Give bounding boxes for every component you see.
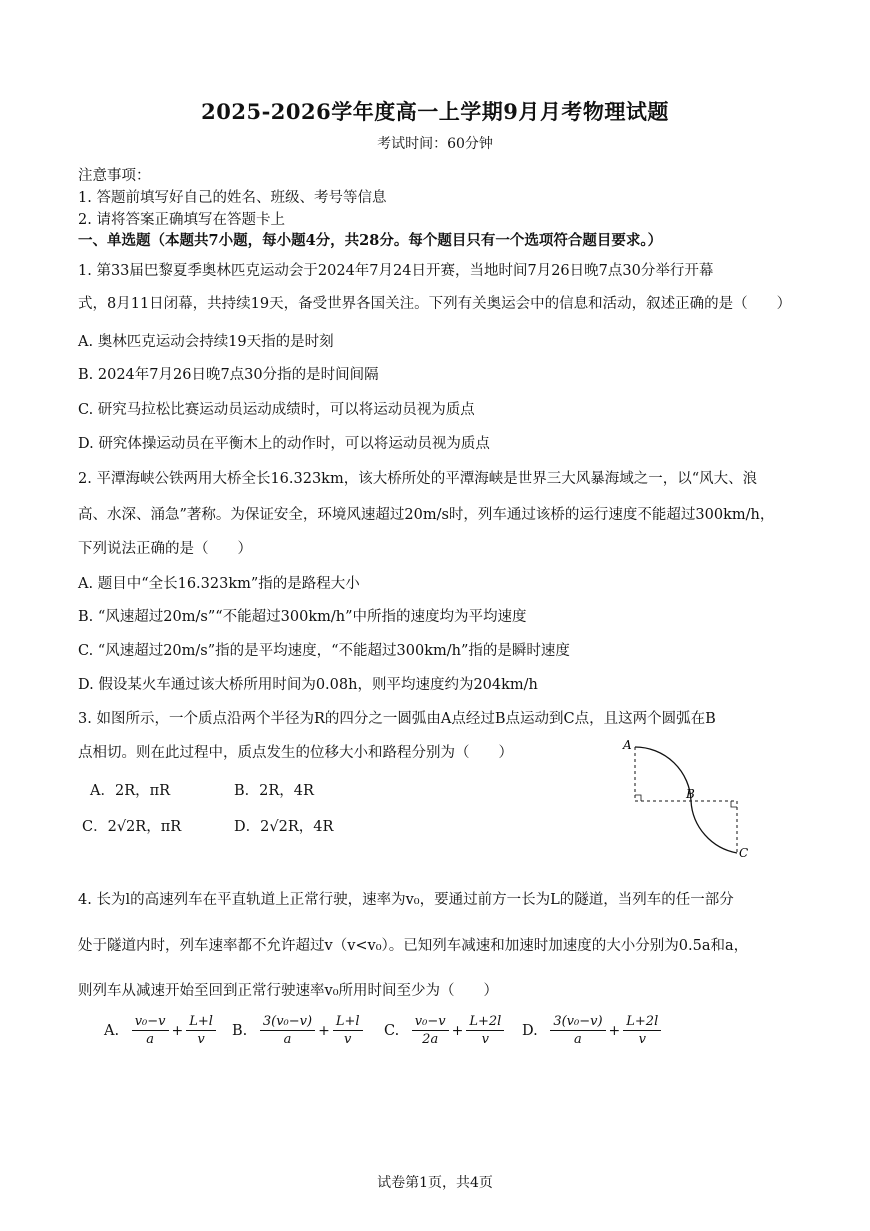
fraction-denominator: a: [574, 1032, 582, 1047]
q2-option-d: D. 假设某火车通过该大桥所用时间为0.08h，则平均速度约为204km/h: [78, 677, 538, 693]
fraction: [260, 1014, 315, 1047]
q3-option-a: A．2R，πR: [90, 783, 171, 799]
q3-option-b: B．2R，4R: [234, 783, 314, 799]
fraction: [333, 1014, 363, 1047]
q4-stem-line3: 则列车从减速开始至回到正常行驶速率v₀所用时间至少为（ ）: [78, 983, 499, 999]
section-heading: 一、单选题（本题共7小题，每小题4分，共28分。每个题目只有一个选项符合题目要求。）: [78, 232, 663, 249]
right-angle-mark-right: [731, 801, 737, 807]
option-label: D.: [522, 1022, 538, 1039]
q4-stem-line2: 处于隧道内时，列车速率都不允许超过v（v<v₀）。已知列车减速和加速时加速度的大小分别为0.5a和a，: [78, 938, 749, 954]
q3-stem-line2: 点相切。则在此过程中，质点发生的位移大小和路程分别为（ ）: [78, 745, 513, 761]
q4-option-d: [522, 1014, 663, 1047]
fraction-denominator: v: [638, 1032, 646, 1047]
fraction-denominator: a: [146, 1032, 154, 1047]
q4-option-a: [104, 1014, 218, 1047]
notes-heading: 注意事项：: [78, 168, 151, 184]
exam-time: 考试时间：60分钟: [377, 136, 493, 152]
q1-stem-line1: 1. 第33届巴黎夏季奥林匹克运动会于2024年7月24日开赛，当地时间7月26日晚7点30分举行开幕: [78, 263, 714, 279]
fraction-numerator: L+2l: [623, 1014, 661, 1031]
fraction: [412, 1014, 449, 1047]
lower-quarter-arc: [691, 801, 737, 853]
exam-title: 2025-2026学年度高一上学期9月月考物理试题: [201, 99, 669, 124]
plus-sign: +: [451, 1022, 464, 1039]
fraction-numerator: L+l: [333, 1014, 363, 1031]
note-item-2: 2. 请将答案正确填写在答题卡上: [78, 212, 285, 228]
q3-option-c: C．2√2R，πR: [82, 819, 182, 835]
option-label: A.: [104, 1022, 120, 1039]
q1-option-a: A. 奥林匹克运动会持续19天指的是时刻: [78, 334, 334, 350]
q4-option-c: [384, 1014, 506, 1047]
option-label: B.: [232, 1022, 248, 1039]
fraction-numerator: 3(v₀−v): [550, 1014, 605, 1031]
point-b-label: B: [686, 787, 695, 801]
q2-option-a: A. 题目中“全长16.323km”指的是路程大小: [78, 576, 360, 592]
option-label: C.: [384, 1022, 400, 1039]
right-angle-mark-left: [635, 795, 641, 801]
fraction-denominator: v: [197, 1032, 205, 1047]
plus-sign: +: [318, 1022, 330, 1039]
fraction: [623, 1014, 661, 1047]
fraction-numerator: v₀−v: [412, 1014, 449, 1031]
fraction: [466, 1014, 504, 1047]
q2-stem-line2: 高、水深、涌急”著称。为保证安全，环境风速超过20m/s时，列车通过该桥的运行速度不能超过300km/h，: [78, 507, 775, 523]
point-c-label: C: [739, 846, 749, 860]
plus-sign: +: [171, 1022, 184, 1039]
fraction-denominator: 2a: [422, 1032, 439, 1047]
fraction-numerator: 3(v₀−v): [260, 1014, 315, 1031]
fraction: [186, 1014, 216, 1047]
q1-option-d: D. 研究体操运动员在平衡木上的动作时，可以将运动员视为质点: [78, 436, 490, 452]
q1-stem-line2: 式，8月11日闭幕，共持续19天，备受世界各国关注。下列有关奥运会中的信息和活动，叙述正确的是（ ）: [78, 296, 792, 312]
q2-stem-line1: 2. 平潭海峡公铁两用大桥全长16.323km，该大桥所处的平潭海峡是世界三大风暴海域之一，以“风大、浪: [78, 471, 758, 487]
fraction: [550, 1014, 605, 1047]
q3-arc-diagram: [615, 735, 755, 860]
q3-option-d: D．2√2R，4R: [234, 819, 334, 835]
q4-option-b: [232, 1014, 365, 1047]
fraction-numerator: L+2l: [466, 1014, 504, 1031]
q2-option-c: C. “风速超过20m/s”指的是平均速度，“不能超过300km/h”指的是瞬时速度: [78, 643, 570, 659]
fraction-denominator: v: [481, 1032, 489, 1047]
q2-option-b: B. “风速超过20m/s”“不能超过300km/h”中所指的速度均为平均速度: [78, 609, 527, 625]
fraction-numerator: L+l: [186, 1014, 216, 1031]
fraction-denominator: a: [283, 1032, 292, 1047]
q2-stem-line3: 下列说法正确的是（ ）: [78, 541, 252, 557]
page-footer: 试卷第1页，共4页: [377, 1175, 493, 1191]
q4-stem-line1: 4. 长为l的高速列车在平直轨道上正常行驶，速率为v₀，要通过前方一长为L的隧道，当列车的任一部分: [78, 892, 734, 908]
upper-quarter-arc: [635, 747, 691, 801]
point-a-label: A: [623, 738, 632, 752]
fraction-numerator: v₀−v: [132, 1014, 169, 1031]
note-item-1: 1. 答题前填写好自己的姓名、班级、考号等信息: [78, 190, 387, 206]
q1-option-b: B. 2024年7月26日晚7点30分指的是时间间隔: [78, 367, 379, 383]
q3-stem-line1: 3. 如图所示，一个质点沿两个半径为R的四分之一圆弧由A点经过B点运动到C点，且这两个圆弧在B: [78, 711, 716, 727]
plus-sign: +: [608, 1022, 621, 1039]
fraction-denominator: v: [343, 1032, 352, 1047]
fraction: [132, 1014, 169, 1047]
q1-option-c: C. 研究马拉松比赛运动员运动成绩时，可以将运动员视为质点: [78, 402, 475, 418]
